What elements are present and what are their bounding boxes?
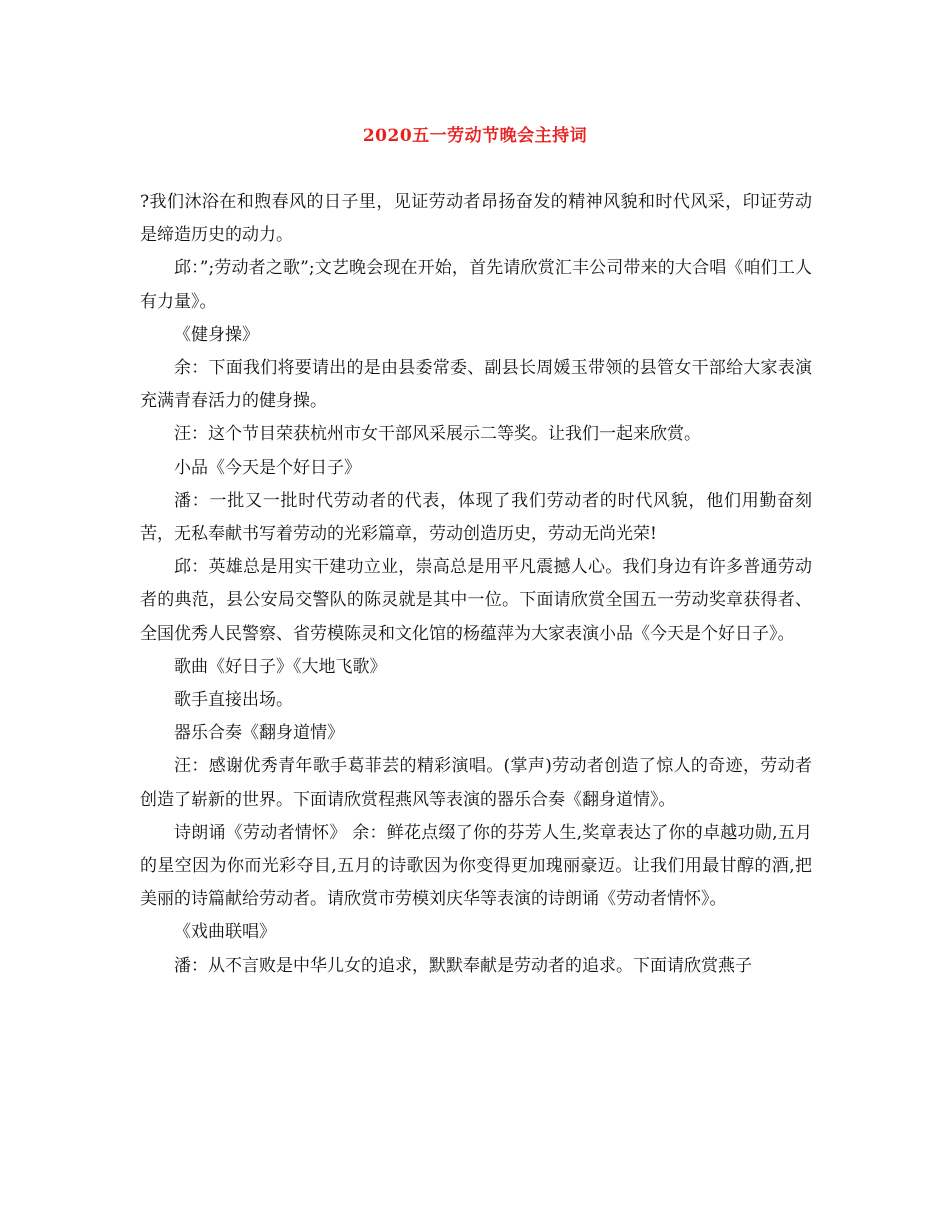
paragraph: ?我们沐浴在和煦春风的日子里，见证劳动者昂扬奋发的精神风貌和时代风采，印证劳动是缔造历史的动力。	[140, 192, 812, 246]
paragraph: 诗朗诵《劳动者情怀》 余：鲜花点缀了你的芬芳人生,奖章表达了你的卓越功勋,五月的星空因为你而光彩夺目,五月的诗歌因为你变得更加瑰丽豪迈。让我们用最甘醇的酒,把美丽的诗篇献给劳动者。请欣赏市劳模刘庆华等表演的诗朗诵《劳动者情怀》。	[140, 822, 812, 910]
paragraph: 潘：一批又一批时代劳动者的代表，体现了我们劳动者的时代风貌，他们用勤奋刻苦，无私奉献书写着劳动的光彩篇章，劳动创造历史，劳动无尚光荣!	[140, 490, 812, 545]
paragraph: 歌手直接出场。	[174, 690, 293, 711]
paragraph: 《戏曲联唱》	[174, 922, 276, 943]
paragraph: 汪：这个节目荣获杭州市女干部风采展示二等奖。让我们一起来欣赏。	[174, 424, 701, 445]
paragraph: 汪：感谢优秀青年歌手葛菲芸的精彩演唱。(掌声)劳动者创造了惊人的奇迹，劳动者创造了崭新的世界。下面请欣赏程燕风等表演的器乐合奏《翻身道情》。	[140, 756, 812, 810]
paragraph: 邱：”;劳动者之歌”;文艺晚会现在开始，首先请欣赏汇丰公司带来的大合唱《咱们工人有力量》。	[140, 258, 812, 312]
document-body	[140, 186, 812, 983]
paragraph: 歌曲《好日子》《大地飞歌》	[174, 656, 387, 677]
paragraph: 《健身操》	[174, 324, 259, 345]
paragraph: 邱：英雄总是用实干建功立业，崇高总是用平凡震撼人心。我们身边有许多普通劳动者的典范，县公安局交警队的陈灵就是其中一位。下面请欣赏全国五一劳动奖章获得者、全国优秀人民警察、省劳模陈灵和文化馆的杨蕴萍为大家表演小品《今天是个好日子》。	[140, 557, 812, 644]
paragraph: 潘：从不言败是中华儿女的追求，默默奉献是劳动者的追求。下面请欣赏燕子	[174, 955, 752, 976]
document-title: 2020五一劳动节晚会主持词	[362, 126, 588, 146]
paragraph: 小品《今天是个好日子》	[174, 457, 361, 478]
paragraph: 器乐合奏《翻身道情》	[174, 723, 344, 744]
paragraph: 余：下面我们将要请出的是由县委常委、副县长周媛玉带领的县管女干部给大家表演充满青春活力的健身操。	[140, 358, 812, 412]
